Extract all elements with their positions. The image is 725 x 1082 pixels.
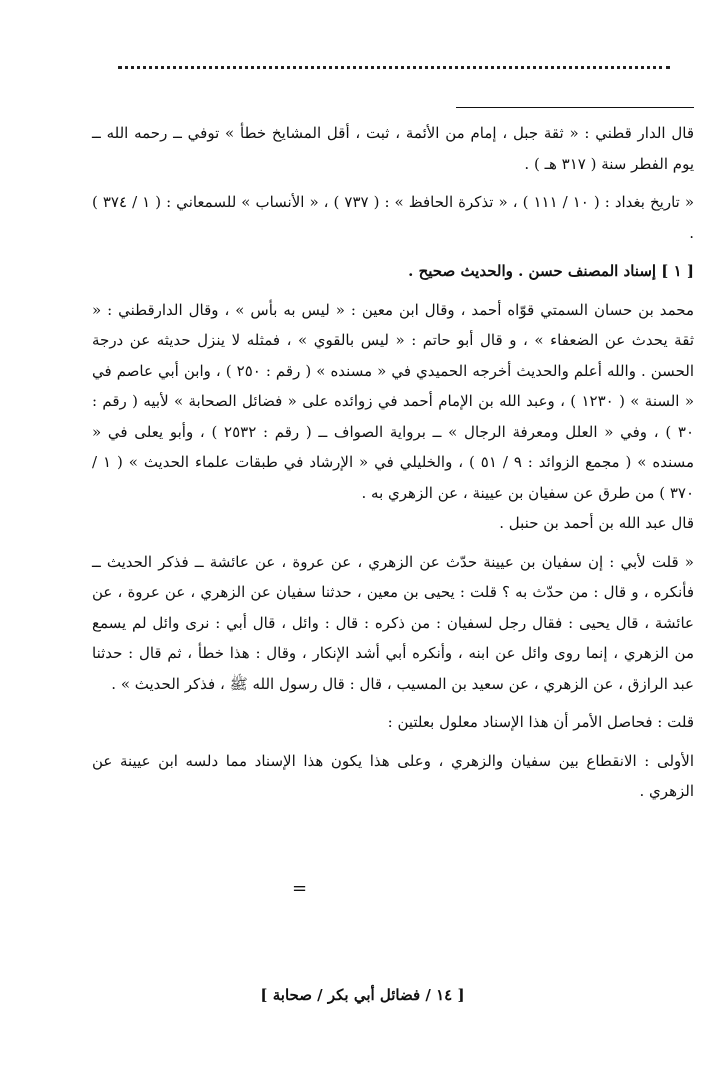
footnote-rule: [456, 107, 694, 108]
continuation-mark: =: [292, 878, 308, 899]
spacer: [92, 539, 694, 547]
spacer: [92, 738, 694, 746]
spacer: [92, 248, 694, 256]
paragraph-abdullah: قال عبد الله بن أحمد بن حنبل .: [499, 514, 694, 532]
dotted-separator: [118, 66, 670, 69]
paragraph-quote: « قلت لأبي : إن سفيان بن عيينة حدّث عن الزهري ، عن عروة ، عن عائشة ــ فذكر الحديث ــ فأنكره ، و قال : من حدّث به ؟ قلت : يحيى بن معين ، حدثنا سفيان عن الزهري ، عن عروة ، عن عائشة ، قال يحيى : فقال رجل لسفيان : من ذكره : قال : وائل ، قال أبي : نرى وائل لم يسمع من الزهري ، إنما روى وائل عن ابنه ، وأنكره أبي أشد الإنكار ، وقال : هذا خطأ ، ثم قال : حدثنا عبد الرازق ، عن الزهري ، عن سعيد بن المسيب ، قال : قال رسول الله ﷺ ، فذكر الحديث » .: [92, 552, 694, 693]
page-footer: [ ١٤ / فضائل أبي بكر / صحابة ]: [260, 986, 465, 1004]
paragraph-takhrij: محمد بن حسان السمتي قوّاه أحمد ، وقال ابن معين : « ليس به بأس » ، وقال الدارقطني : « ثقة يحدث عن الضعفاء » ، و قال أبو حاتم : « ليس بالقوي » ، فمثله لا ينزل حديثه عن درجة الحسن . والله أعلم والحديث أخرجه الحميدي في « مسنده » ( رقم : ٢٥٠ ) ، وابن أبي عاصم في « السنة » ( ١٢٣٠ ) ، وعبد الله بن الإمام أحمد في زوائده على « فضائل الصحابة » لأبيه ( رقم : ٣٠ ) ، وفي « العلل ومعرفة الرجال » ــ برواية الصواف ــ ( رقم : ٢٥٣٢ ) ، وأبو يعلى في « مسنده » ( مجمع الزوائد : ٩ / ٥١ ) ، والخليلي في « الإرشاد في طبقات علماء الحديث » ( ١ / ٣٧٠ ) من طرق عن سفيان بن عيينة ، عن الزهري به .: [92, 300, 695, 502]
paragraph-first-defect: الأولى : الانقطاع بين سفيان والزهري ، وعلى هذا يكون هذا الإسناد مما دلسه ابن عيينة عن الزهري .: [92, 751, 694, 800]
page-body: [92, 118, 694, 807]
spacer: [92, 179, 694, 187]
paragraph-sources: « تاريخ بغداد : ( ١٠ / ١١١ ) ، « تذكرة الحافظ » : ( ٧٣٧ ) ، « الأنساب » للسمعاني : ( ١ / ٣٧٤ ) .: [92, 193, 695, 242]
spacer: [92, 699, 694, 707]
paragraph-heading: [ ١ ] إسناد المصنف حسن . والحديث صحيح .: [408, 262, 694, 280]
paragraph-daraqutni: قال الدار قطني : « ثقة جبل ، إمام من الأئمة ، ثبت ، أقل المشايخ خطأ » توفي ــ رحمه الله ــ يوم الفطر سنة ( ٣١٧ هـ ) .: [92, 124, 694, 173]
paragraph-conclusion: قلت : فحاصل الأمر أن هذا الإسناد معلول بعلتين :: [387, 713, 694, 731]
spacer: [92, 287, 694, 295]
